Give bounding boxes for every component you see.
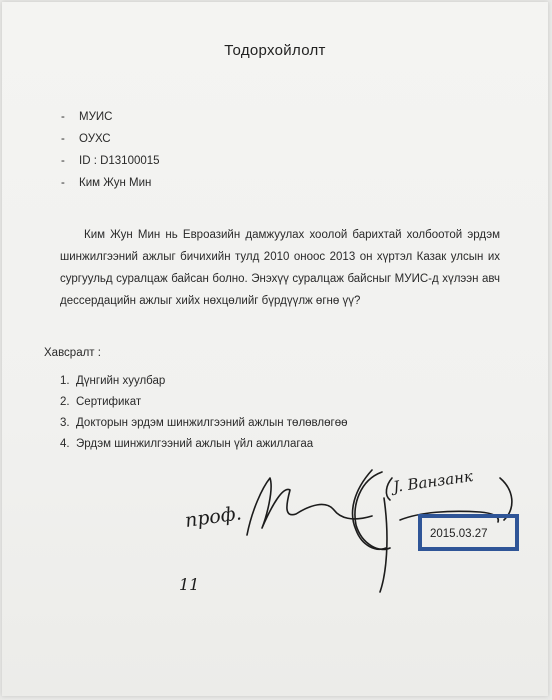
attachment-number: 3. <box>60 417 70 429</box>
body-paragraph: Ким Жун Мин нь Евроазийн дамжуулах хоолой барихтай холбоотой эрдэм шинжилгээний ажлыг бичихийн тулд 2010 оноос 2013 он хүртэл Казак улсын их сургуульд суралцаж байсан болно. Энэхүү суралцаж байсныг МУИС-д хүлээн авч дессердацийн ажлыг хийх нөхцөлийг бүрдүүлж өгнө үү? <box>60 229 500 307</box>
margin-mark: 11 <box>179 575 200 594</box>
signature-stroke <box>386 478 392 500</box>
attachment-text: Дүнгийн хуулбар <box>76 375 166 387</box>
attachment-number: 1. <box>60 375 70 387</box>
document-title: Тодорхойлолт <box>224 42 326 59</box>
attachment-number: 4. <box>60 438 70 450</box>
attachment-text: Сертификат <box>76 396 142 408</box>
meta-text: ID : D13100015 <box>79 155 160 167</box>
meta-text: Ким Жун Мин <box>79 177 152 189</box>
dash-marker: - <box>61 155 65 167</box>
meta-text: ОУХС <box>79 133 111 145</box>
attachment-text: Эрдэм шинжилгээний ажлын үйл ажиллагаа <box>76 438 314 450</box>
signature-stroke <box>380 498 387 592</box>
signature-stroke <box>353 470 386 549</box>
dash-marker: - <box>61 111 65 123</box>
signature-date: 2015.03.27 <box>430 528 488 540</box>
signature-name: J. Ванзанк <box>392 466 474 496</box>
signature-prefix: проф. <box>183 502 243 532</box>
attachment-number: 2. <box>60 396 70 408</box>
meta-text: МУИС <box>79 111 113 123</box>
dash-marker: - <box>61 177 65 189</box>
attachment-text: Докторын эрдэм шинжилгээний ажлын төлөвлөгөө <box>76 417 348 429</box>
attachments-heading: Хавсралт : <box>44 347 101 359</box>
dash-marker: - <box>61 133 65 145</box>
